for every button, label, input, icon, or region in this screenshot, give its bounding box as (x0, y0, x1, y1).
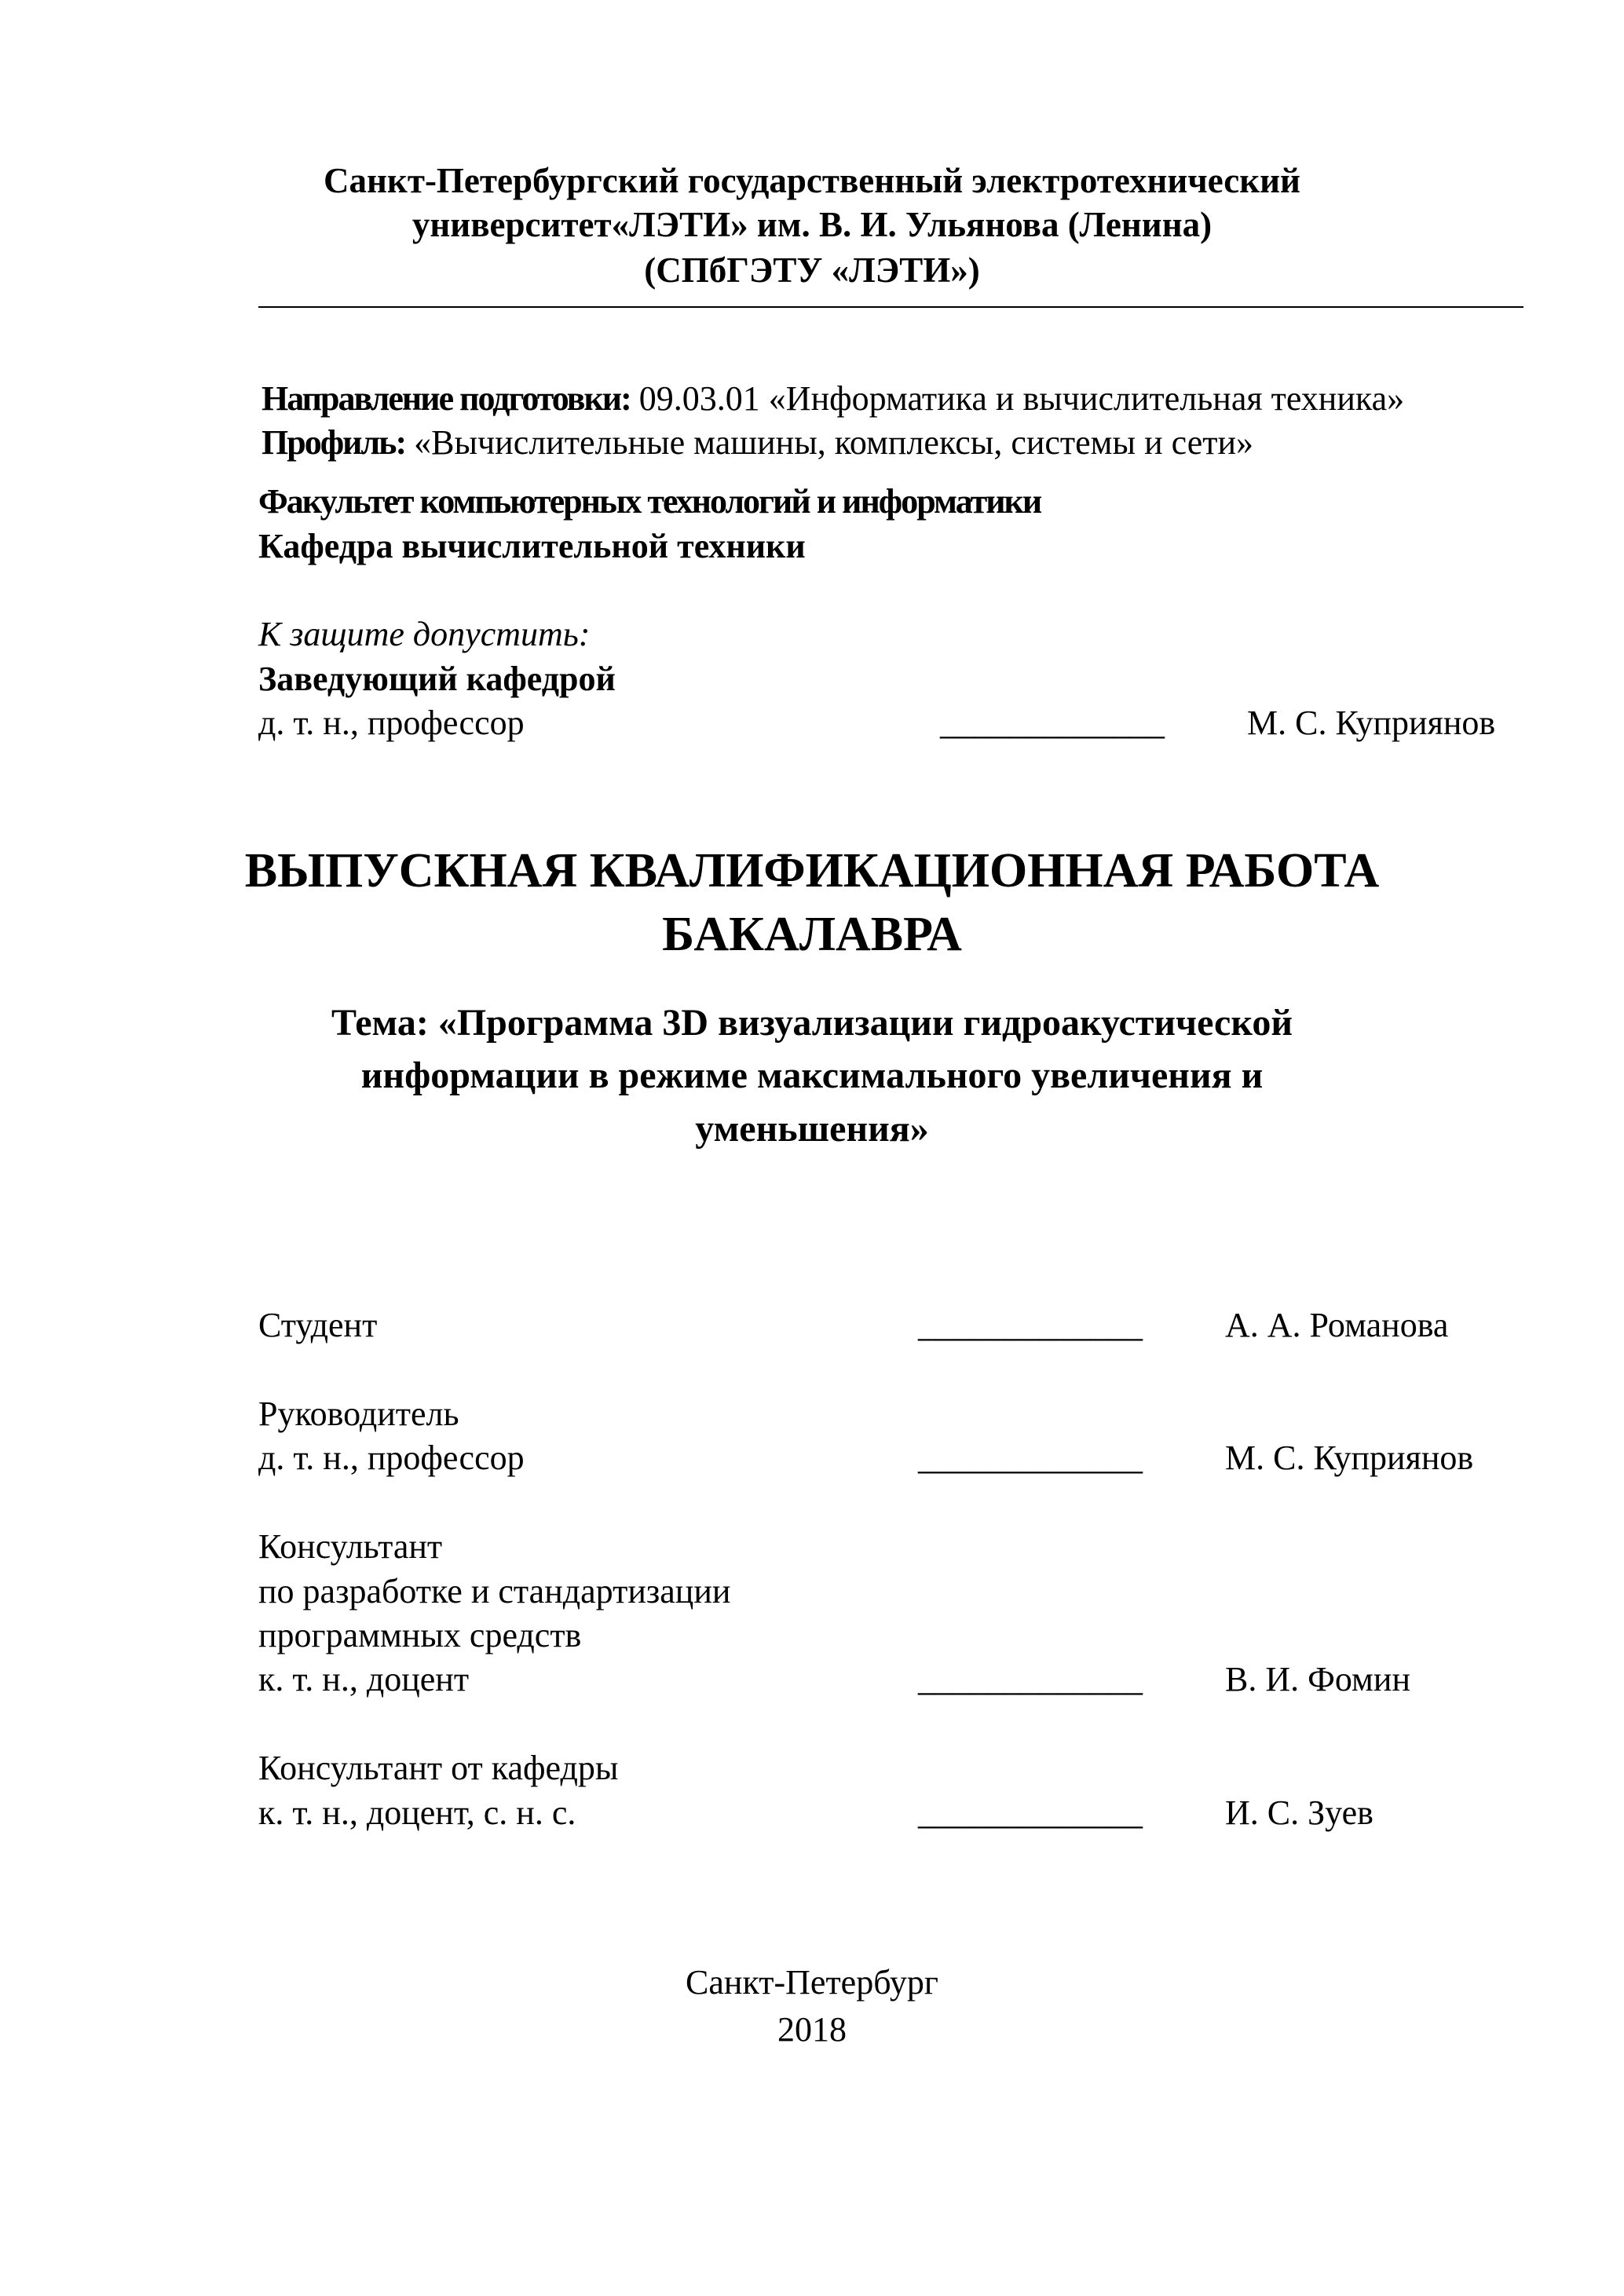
footer-city: Санкт-Петербург (686, 1963, 938, 2002)
signature-line: _____________ (940, 704, 1165, 742)
header-divider (258, 306, 1523, 308)
supervisor-role: Руководитель (258, 1395, 459, 1433)
document-title-line2: БАКАЛАВРА (662, 908, 962, 961)
dept-consultant-name: И. С. Зуев (1225, 1793, 1373, 1832)
consultant-name: В. И. Фомин (1225, 1660, 1410, 1698)
head-title: Заведующий кафедрой (258, 660, 616, 698)
student-name: А. А. Романова (1225, 1306, 1449, 1344)
student-role: Студент (258, 1306, 378, 1344)
university-name-line1: Санкт-Петербургский государственный электротехнический (323, 161, 1300, 200)
signature-line: _____________ (918, 1660, 1143, 1698)
consultant-role-line3: программных средств (258, 1616, 582, 1654)
theme-line2: информации в режиме максимального увеличения и (360, 1055, 1264, 1096)
consultant-role-line2: по разработке и стандартизации (258, 1572, 731, 1610)
signature-line: _____________ (918, 1306, 1143, 1344)
profile-value: «Вычислительные машины, комплексы, системы и сети» (405, 423, 1253, 462)
profile-label: Профиль: (262, 423, 406, 462)
profile-line (262, 421, 1253, 465)
university-name-line2: университет«ЛЭТИ» им. В. И. Ульянова (Ленина) (411, 205, 1213, 244)
dept-consultant-role: Консультант от кафедры (258, 1749, 619, 1787)
head-degree: д. т. н., профессор (258, 704, 525, 742)
department: Кафедра вычислительной техники (258, 527, 806, 565)
dept-consultant-degree: к. т. н., доцент, с. н. с. (258, 1793, 576, 1832)
theme-line3: уменьшения» (695, 1108, 929, 1150)
signature-line: _____________ (918, 1793, 1143, 1832)
footer-year: 2018 (777, 2010, 847, 2049)
theme-line1: Тема: «Программа 3D визуализации гидроакустической (331, 1002, 1293, 1044)
supervisor-name: М. С. Куприянов (1225, 1439, 1474, 1477)
head-name: М. С. Куприянов (1247, 704, 1496, 742)
document-title-line1: ВЫПУСКНАЯ КВАЛИФИКАЦИОННАЯ РАБОТА (244, 844, 1380, 898)
consultant-degree: к. т. н., доцент (258, 1660, 470, 1698)
faculty: Факультет компьютерных технологий и информатики (258, 482, 1041, 521)
supervisor-degree: д. т. н., профессор (258, 1439, 525, 1477)
consultant-role: Консультант (258, 1527, 443, 1566)
direction-value: 09.03.01 «Информатика и вычислительная техника» (630, 379, 1405, 418)
direction-line (262, 377, 1404, 421)
signature-line: _____________ (918, 1439, 1143, 1477)
admit-label: К защите допустить: (258, 615, 591, 653)
university-abbr: (СПбГЭТУ «ЛЭТИ») (644, 250, 980, 290)
direction-label: Направление подготовки: (262, 379, 631, 418)
